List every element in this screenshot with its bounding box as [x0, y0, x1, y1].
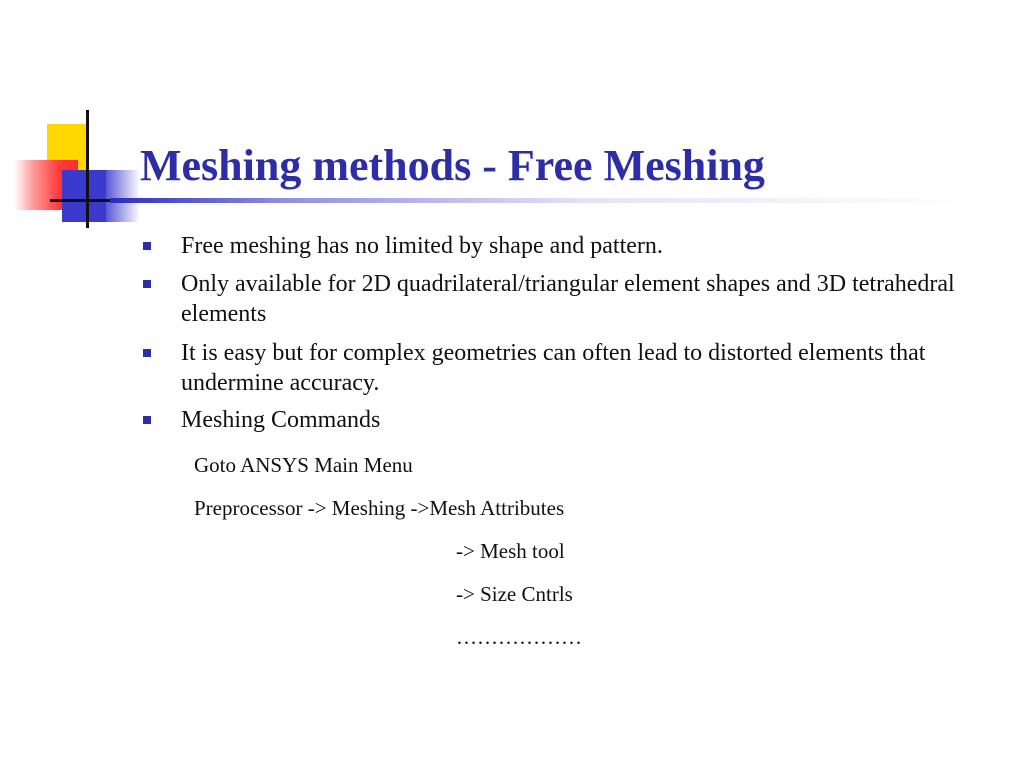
command-line: -> Mesh tool: [456, 539, 565, 563]
command-line: ………………: [456, 625, 582, 649]
bullet-square-icon: [143, 242, 151, 250]
logo-horizontal-line: [50, 199, 114, 202]
logo-vertical-line: [86, 110, 89, 228]
command-line: -> Size Cntrls: [456, 582, 573, 606]
bullet-text: Free meshing has no limited by shape and pattern.: [181, 233, 663, 259]
slide-title: Meshing methods - Free Meshing: [140, 141, 765, 190]
command-line: Preprocessor -> Meshing ->Mesh Attributes: [194, 496, 565, 520]
bullet-item: [143, 338, 973, 398]
bullet-text: Only available for 2D quadrilateral/triangular element shapes and 3D tetrahedral elements: [181, 271, 955, 327]
bullet-square-icon: [143, 280, 151, 288]
command-line: Goto ANSYS Main Menu: [194, 453, 413, 477]
bullet-text: Meshing Commands: [181, 407, 381, 433]
bullet-item: [143, 269, 973, 329]
bullet-text: It is easy but for complex geometries can often lead to distorted elements that undermine accuracy.: [181, 340, 926, 396]
title-underline: [110, 198, 970, 203]
bullet-item: [143, 231, 973, 261]
logo-blue-fade: [100, 170, 140, 222]
bullet-square-icon: [143, 349, 151, 357]
bullet-square-icon: [143, 416, 151, 424]
bullet-item: [143, 405, 973, 435]
